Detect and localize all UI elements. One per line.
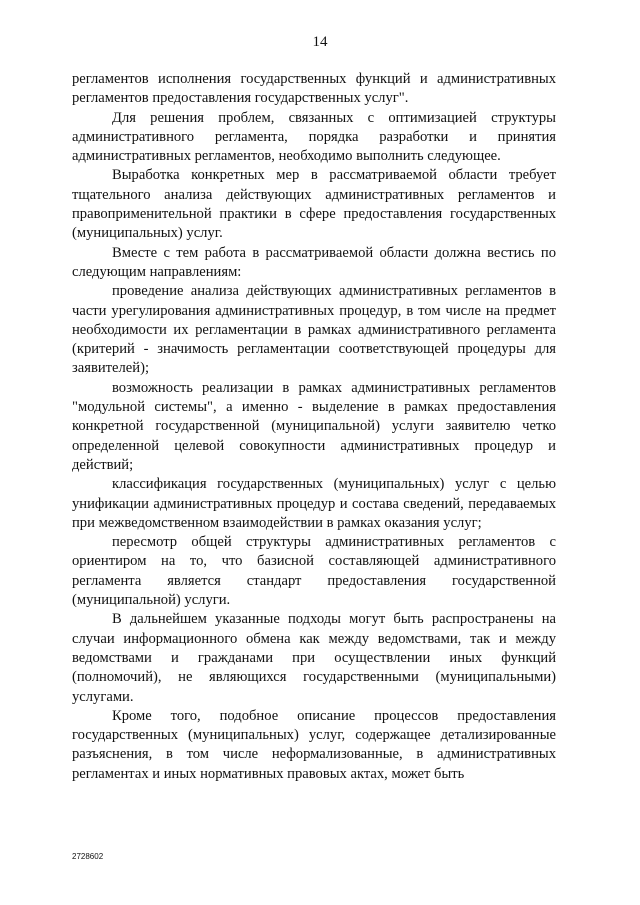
paragraph: возможность реализации в рамках административных регламентов "модульной системы", а именно - выделение в рамках предоставления конкретной государственной (муниципальной) услуги заявителю четко определенной целевой совокупности административных процедур и действий; (72, 379, 556, 473)
page-number: 14 (312, 34, 328, 50)
paragraph: проведение анализа действующих административных регламентов в части урегулирования административных процедур, в том числе на предмет необходимости их регламентации в рамках административного регламента (критерий - значимость регламентации соответствующей процедуры для заявителей); (72, 283, 556, 377)
paragraph: регламентов исполнения государственных функций и административных регламентов предоставления государственных услуг". (72, 71, 556, 107)
paragraph: классификация государственных (муниципальных) услуг с целью унификации административных процедур и состава сведений, передаваемых при межведомственном взаимодействии в рамках оказания услуг; (72, 476, 556, 531)
paragraph: Для решения проблем, связанных с оптимизацией структуры административного регламента, порядка разработки и принятия административных регламентов, необходимо выполнить следующее. (72, 109, 556, 165)
paragraph: В дальнейшем указанные подходы могут быть распространены на случаи информационного обмена как между ведомствами, так и между ведомствами и гражданами при осуществлении иных функций (полномочий), не являющихся государственными (муниципальными) услугами. (72, 611, 556, 705)
paragraph: пересмотр общей структуры административных регламентов с ориентиром на то, что базисной составляющей административного регламента является стандарт предоставления государственной (муниципальной) услуги. (72, 534, 556, 609)
paragraph: Кроме того, подобное описание процессов предоставления государственных (муниципальных) услуг, содержащее детализированные разъяснения, в том числе неформализованные, в административных регламентах и иных нормативных правовых актах, может быть (72, 707, 556, 782)
paragraph: Вместе с тем работа в рассматриваемой области должна вестись по следующим направлениям: (72, 244, 556, 280)
document-id: 2728602 (72, 852, 104, 861)
paragraph: Выработка конкретных мер в рассматриваемой области требует тщательного анализа действующих административных регламентов и правоприменительной практики в сфере предоставления государственных (муниципальных) услуг. (72, 167, 556, 242)
body-text (72, 70, 556, 784)
